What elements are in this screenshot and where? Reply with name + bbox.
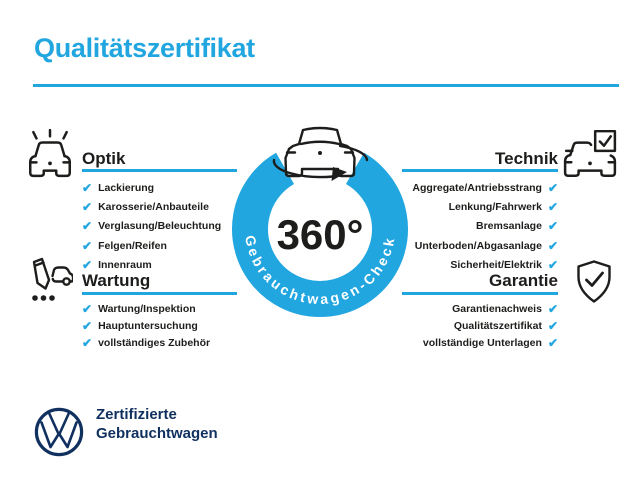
brand-claim [96,405,218,443]
check-item-label: vollständige Unterlagen [422,336,542,349]
car-checkbox-icon [562,129,618,179]
section-title-garantie: Garantie [489,271,558,290]
section-title-wartung: Wartung [82,271,151,290]
check-item-label: Garantienachweis [452,303,542,316]
check-item-label: Unterboden/Abgasanlage [414,239,542,252]
check-icon: ✔ [82,180,93,195]
check-icon: ✔ [82,200,93,215]
check-icon: ✔ [82,302,93,317]
check-item-label: Aggregate/Antriebsstrang [412,181,542,194]
check-item [82,236,297,255]
check-item-label: Qualitätszertifikat [453,320,542,333]
check-icon: ✔ [547,238,558,253]
check-item-label: Hauptuntersuchung [98,320,198,333]
brand-line-2: Gebrauchtwagen [96,425,218,442]
check-icon: ✔ [82,319,93,334]
check-item [82,335,297,352]
check-icon: ✔ [547,180,558,195]
check-item [82,217,297,236]
brand-line-1: Zertifizierte [96,406,177,423]
car-shine-icon [24,128,76,180]
car-rotation-icon [274,128,367,181]
check-icon: ✔ [547,319,558,334]
check-item-label: Lenkung/Fahrwerk [448,201,542,214]
check-item [343,301,558,318]
check-icon: ✔ [82,335,93,350]
check-icon: ✔ [547,219,558,234]
section-items-optik [82,178,297,275]
check-item-label: Innenraum [98,259,152,272]
check-item [343,217,558,236]
section-items-wartung [82,301,297,351]
section-underline [82,169,237,172]
check-item [343,178,558,197]
check-item [82,318,297,335]
section-underline [402,169,558,172]
section-items-technik [343,178,558,275]
check-icon: ✔ [547,258,558,273]
check-item-label: Felgen/Reifen [98,239,167,252]
check-item [343,236,558,255]
section-underline [402,292,558,295]
check-item [82,197,297,216]
section-title-optik: Optik [82,149,126,168]
check-icon: ✔ [547,302,558,317]
page-title: Qualitätszertifikat [34,33,255,63]
check-icon: ✔ [547,200,558,215]
check-icon: ✔ [547,335,558,350]
service-checklist-icon [23,256,73,306]
check-item-label: vollständiges Zubehör [98,336,211,349]
section-items-garantie [343,301,558,351]
ring-label: Gebrauchtwagen-Check [242,233,398,308]
section-title-technik: Technik [495,149,558,168]
check-icon: ✔ [82,238,93,253]
check-item-label: Bremsanlage [475,220,542,233]
check-item-label: Sicherheit/Elektrik [450,259,542,272]
check-icon: ✔ [82,219,93,234]
degree-value: 360° [276,211,364,258]
shield-check-icon [572,258,616,306]
check-item-label: Wartung/Inspektion [98,303,196,316]
section-underline [82,292,237,295]
check-item-label: Verglasung/Beleuchtung [98,220,222,233]
title-rule [33,84,619,87]
check-icon: ✔ [82,258,93,273]
check-item [82,301,297,318]
check-item [82,178,297,197]
check-item-label: Lackierung [98,181,155,194]
check-item [343,335,558,352]
check-item-label: Karosserie/Anbauteile [98,201,209,214]
check-item [343,197,558,216]
vw-logo [33,406,85,458]
check-item [343,318,558,335]
